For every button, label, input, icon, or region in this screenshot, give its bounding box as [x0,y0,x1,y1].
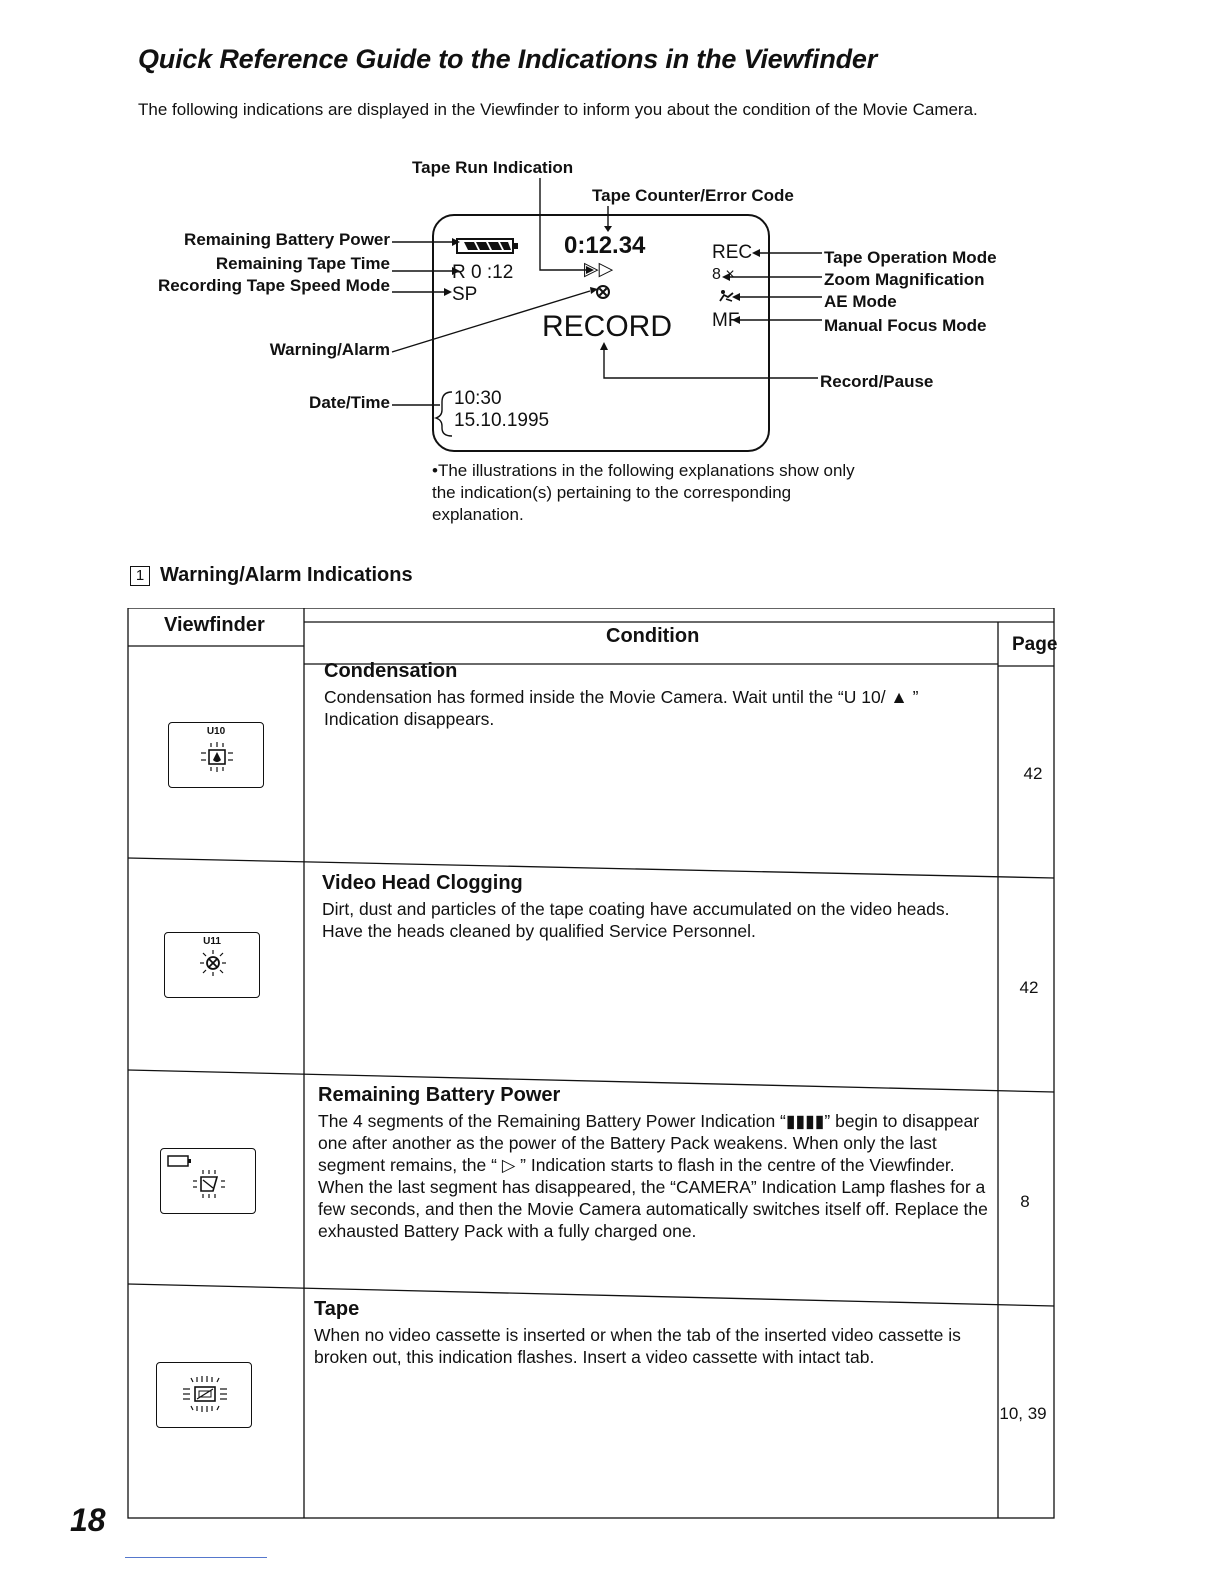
row-title: Remaining Battery Power [318,1084,561,1106]
head-clog-icon [198,949,228,977]
row-page: 10, 39 [999,1404,1047,1423]
row-title: Condensation [324,660,458,682]
battery-warning-indicator [160,1148,256,1214]
row-text: Condensation has formed inside the Movie Camera. Wait until the “U 10/ ▲ ” Indication disappears. [324,687,919,729]
page-title: Quick Reference Guide to the Indications in the Viewfinder [138,44,878,74]
row-title: Tape [314,1298,360,1320]
page-number: 18 [70,1502,106,1538]
vf-mf: MF [712,310,740,331]
header-page: Page [1012,634,1058,655]
label-tape-time: Remaining Tape Time [215,254,390,273]
label-warning: Warning/Alarm [269,340,390,359]
vf-time: 10:30 [454,388,502,409]
battery-indicator-icon [456,236,520,256]
label-operation-mode: Tape Operation Mode [824,248,997,267]
vf-record: RECORD [542,310,673,343]
section-heading [130,564,413,587]
warning-icon [596,285,610,299]
row-page: 42 [1019,978,1039,997]
illustration-note: •The illustrations in the following explanations show only the indication(s) pertaining to the corresponding explanation. [432,461,855,524]
label-zoom: Zoom Magnification [824,270,985,289]
battery-icon [191,1169,227,1199]
label-datetime: Date/Time [309,393,390,412]
row-text: When no video cassette is inserted or when the tab of the inserted video cassette is broken out, this indication flashes. Insert a video cassette with intact tab. [314,1325,961,1367]
label-record-pause: Record/Pause [820,372,934,391]
cassette-icon [175,1373,235,1417]
vf-date: 15.10.1995 [454,410,550,431]
row-code: U11 [203,936,221,947]
header-condition: Condition [606,625,700,647]
label-tape-counter: Tape Counter/Error Code [592,186,794,205]
label-ae-mode: AE Mode [824,292,897,311]
label-speed-mode: Recording Tape Speed Mode [157,276,390,295]
vf-speed-mode: SP [452,284,478,305]
intro-text: The following indications are displayed in the Viewfinder to inform you about the condition of the Movie Camera. [138,100,978,119]
vf-counter: 0:12.34 [564,232,646,259]
header-viewfinder: Viewfinder [164,614,265,636]
label-battery: Remaining Battery Power [184,230,390,249]
row-text: The 4 segments of the Remaining Battery Power Indication “▮▮▮▮” begin to disappear one after another as the power of the Battery Pack weakens. When only the last segment remains, the “ ▷ ” Indication starts to flash in the centre of the Viewfinder. When the last segment has disappeared, the “CAMERA” Indication Lamp flashes for a few seconds, and then the Movie Camera automatically switches itself off. Replace the exhausted Battery Pack with a fully charged one. [318,1111,988,1241]
row-page: 42 [1023,764,1043,783]
battery-outline-icon [167,1154,193,1168]
section-title: Warning/Alarm Indications [160,564,413,586]
label-tape-run: Tape Run Indication [412,158,574,177]
cassette-indicator [156,1362,252,1428]
vf-rec: REC [712,242,753,263]
condensation-icon [199,741,235,773]
vf-zoom: 8 × [712,266,735,283]
head-clog-indicator [164,932,260,998]
row-code: U10 [206,726,226,737]
row-text: Dirt, dust and particles of the tape coating have accumulated on the video heads. Have the heads cleaned by qualified Service Personnel. [322,899,950,941]
vf-run-indicator: ▷▷ [584,259,614,280]
warning-table [118,608,1056,1520]
vf-remaining-time: R 0 :12 [452,262,514,283]
condensation-indicator [168,722,264,788]
footer-rule [125,1557,267,1558]
section-number: 1 [130,566,150,586]
ae-mode-icon [718,289,736,303]
row-title: Video Head Clogging [322,872,523,894]
row-page: 8 [1020,1192,1030,1211]
label-focus-mode: Manual Focus Mode [824,316,987,335]
